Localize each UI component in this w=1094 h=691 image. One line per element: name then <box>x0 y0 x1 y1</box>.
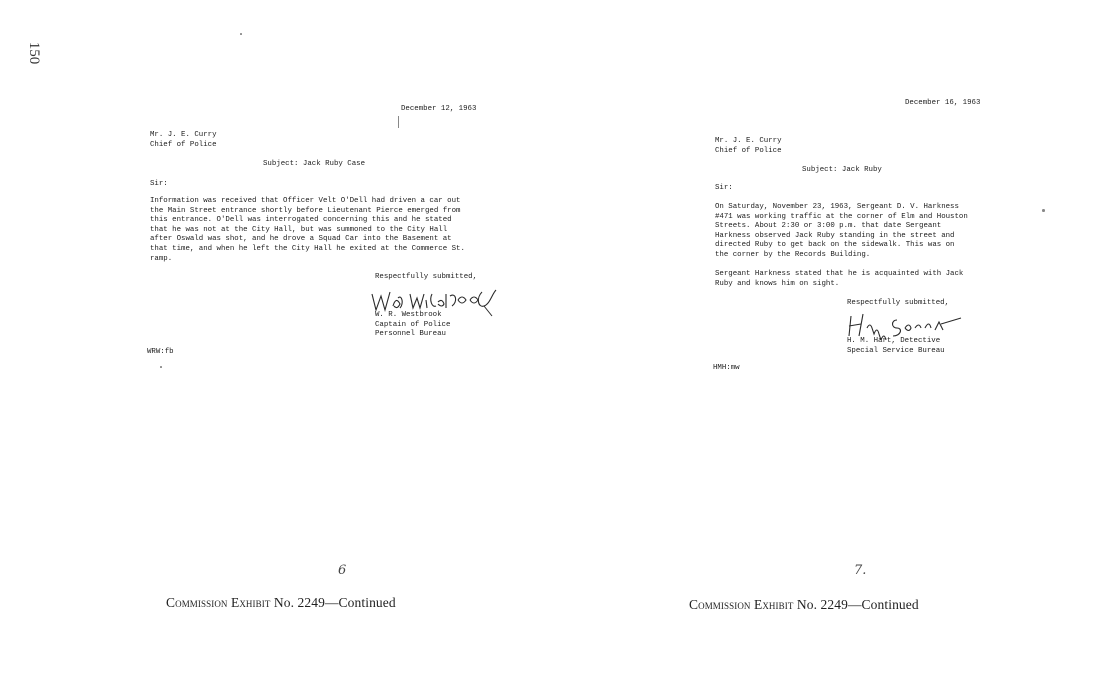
signer-line: Captain of Police <box>375 320 451 329</box>
letter-closing: Respectfully submitted, <box>847 299 950 307</box>
handwritten-page-number: 6 <box>338 563 347 578</box>
letter-salutation: Sir: <box>715 184 733 192</box>
letter-body <box>150 197 510 264</box>
letter-subject: Subject: Jack Ruby Case <box>263 160 366 168</box>
handwritten-page-number: 7. <box>854 563 867 578</box>
signer-line: W. R. Westbrook <box>375 311 442 319</box>
letter-date: December 16, 1963 <box>905 99 981 107</box>
body-line: the corner by the Records Building. <box>715 250 871 259</box>
scan-speck <box>160 366 162 368</box>
body-line: that he was not at the City Hall, but was summoned to the City Hall <box>150 225 448 234</box>
letter-body <box>715 203 995 261</box>
letter-initials: WRW:fb <box>147 348 174 356</box>
scan-speck <box>240 33 242 35</box>
body-line: directed Ruby to get back on the sidewalk. This was on <box>715 241 955 250</box>
letter-initials: HMH:mw <box>713 364 740 372</box>
signer-line: Personnel Bureau <box>375 330 446 339</box>
body-line: Information was received that Officer Velt O'Dell had driven a car out <box>150 197 461 205</box>
letter-signer <box>847 337 945 356</box>
body-line: Streets. About 2:30 or 3:00 p.m. that date Sergeant <box>715 222 942 231</box>
addressee-line: Chief of Police <box>150 140 217 149</box>
body-line: this entrance. O'Dell was interrogated concerning this and he stated <box>150 216 452 225</box>
letter-closing: Respectfully submitted, <box>375 273 478 281</box>
signer-line: H. M. Hart, Detective <box>847 337 941 345</box>
body-line: ramp. <box>150 254 173 263</box>
scan-speck <box>1042 209 1045 212</box>
addressee-line: Mr. J. E. Curry <box>150 131 217 139</box>
letter-hart <box>547 0 1094 691</box>
body-line: after Oswald was shot, and he drove a Squad Car into the Basement at <box>150 235 452 244</box>
addressee-line: Mr. J. E. Curry <box>715 137 782 145</box>
letter-date: December 12, 1963 <box>401 105 477 113</box>
caption-rest: No. 2249—Continued <box>270 595 396 610</box>
letter-addressee <box>150 131 217 150</box>
signer-line: Special Service Bureau <box>847 346 945 355</box>
letter-signer <box>375 311 450 340</box>
caption-prefix: Commission Exhibit <box>166 595 271 610</box>
body-line: Ruby and knows him on sight. <box>715 279 840 288</box>
caption-prefix: Commission Exhibit <box>689 597 794 612</box>
caption-rest: No. 2249—Continued <box>793 597 919 612</box>
exhibit-caption <box>689 597 919 612</box>
body-line: the Main Street entrance shortly before Lieutenant Pierce emerged from <box>150 206 461 215</box>
body-line: Sergeant Harkness stated that he is acquainted with Jack <box>715 270 964 278</box>
letter-salutation: Sir: <box>150 180 168 188</box>
body-line: Harkness observed Jack Ruby standing in the street and <box>715 231 955 240</box>
scan-mark <box>398 116 399 128</box>
addressee-line: Chief of Police <box>715 146 782 155</box>
body-line: that time, and when he left the City Hall he exited at the Commerce St. <box>150 244 465 253</box>
hart-signature <box>845 310 965 340</box>
body-line: On Saturday, November 23, 1963, Sergeant D. V. Harkness <box>715 203 959 211</box>
body-line: #471 was working traffic at the corner of Elm and Houston <box>715 212 968 221</box>
letter-subject: Subject: Jack Ruby <box>802 166 882 174</box>
letter-body-2 <box>715 270 995 289</box>
exhibit-caption <box>166 595 396 610</box>
page-number: 150 <box>26 41 42 65</box>
letter-addressee <box>715 137 782 156</box>
